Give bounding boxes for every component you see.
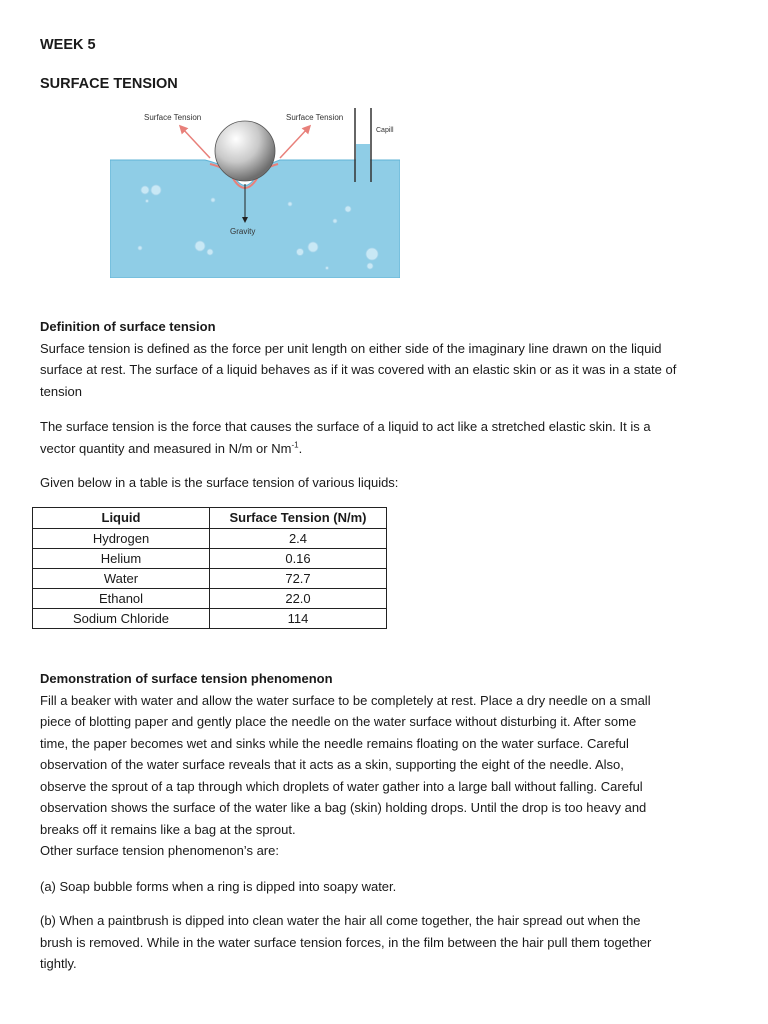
table-row — [33, 609, 387, 629]
item-b-line: (b) When a paintbrush is dipped into clean water the hair all come together, the hair spread out when the — [40, 913, 641, 928]
demonstration-line: observation shows the surface of the water like a bag (skin) holding drops. Until the drop is too heavy and — [40, 800, 647, 815]
item-a-text: (a) Soap bubble forms when a ring is dipped into soapy water. — [40, 879, 397, 894]
demonstration-line: time, the paper becomes wet and sinks while the needle remains floating on the water surface. Careful — [40, 735, 629, 751]
label-gravity: Gravity — [230, 227, 256, 236]
cell-liquid: Ethanol — [33, 589, 210, 609]
cell-value: 0.16 — [210, 549, 387, 569]
cell-value: 72.7 — [210, 569, 387, 589]
label-capillary: Capill — [376, 127, 394, 134]
page-title: SURFACE TENSION — [40, 76, 178, 92]
cell-liquid: Hydrogen — [33, 529, 210, 549]
capillary-water — [356, 144, 370, 182]
definition-line-2: surface at rest. The surface of a liquid behaves as if it was covered with an elastic skin or as it was in a state of — [40, 362, 677, 377]
item-b-line: brush is removed. While in the water surface tension forces, in the film between the hair pull them together — [40, 934, 652, 950]
table-row — [33, 589, 387, 609]
item-a — [40, 876, 720, 898]
surface-tension-table — [32, 507, 387, 629]
demonstration-line: breaks off it remains like a bag at the sprout. — [40, 821, 296, 837]
cell-liquid: Sodium Chloride — [33, 609, 210, 629]
definition-line-3: tension — [40, 383, 82, 399]
para2-unit-text: vector quantity and measured in N/m or Nm — [40, 440, 292, 456]
cell-liquid: Water — [33, 569, 210, 589]
tension-arrow-right — [280, 128, 308, 158]
table-intro — [40, 472, 720, 494]
label-surface-tension-left: Surface Tension — [144, 113, 202, 122]
label-surface-tension-right: Surface Tension — [286, 113, 344, 122]
demonstration-section — [40, 668, 720, 862]
table-row — [33, 569, 387, 589]
cell-value: 114 — [210, 609, 387, 629]
header-liquid: Liquid — [33, 508, 210, 529]
para2-suffix: . — [298, 440, 303, 456]
header-surface-tension: Surface Tension (N/m) — [210, 508, 387, 529]
item-b — [40, 910, 720, 975]
cell-value: 22.0 — [210, 589, 387, 609]
tension-arrow-left — [182, 128, 210, 158]
demonstration-line: piece of blotting paper and gently place the needle on the water surface without disturbing it. After some — [40, 714, 637, 729]
table-intro-text: Given below in a table is the surface tension of various liquids: — [40, 475, 399, 490]
table-row — [33, 549, 387, 569]
table-row — [33, 529, 387, 549]
demonstration-line: observation of the water surface reveals that it acts as a skin, supporting the eight of the needle. Also, — [40, 757, 624, 772]
para2-line-2 — [40, 438, 720, 460]
definition-line-1: Surface tension is defined as the force per unit length on either side of the imaginary line drawn on the liquid — [40, 340, 662, 356]
cell-value: 2.4 — [210, 529, 387, 549]
cell-liquid: Helium — [33, 549, 210, 569]
demonstration-line: Fill a beaker with water and allow the water surface to be completely at rest. Place a dry needle on a small — [40, 692, 651, 708]
sphere — [215, 121, 275, 181]
item-b-line: tightly. — [40, 956, 77, 971]
surface-tension-figure — [110, 108, 400, 278]
demonstration-line: observe the sprout of a tap through which droplets of water gather into a large ball without falling. Careful — [40, 778, 643, 794]
definition-section — [40, 316, 720, 402]
vector-quantity-paragraph — [40, 416, 720, 459]
week-heading: WEEK 5 — [40, 37, 96, 53]
demonstration-line: Other surface tension phenomenon’s are: — [40, 843, 279, 858]
table-header-row — [33, 508, 387, 529]
para2-line-1: The surface tension is the force that causes the surface of a liquid to act like a stretched elastic skin. It is a — [40, 419, 651, 434]
definition-heading: Definition of surface tension — [40, 319, 216, 334]
demonstration-heading: Demonstration of surface tension phenomenon — [40, 671, 333, 686]
unit-superscript: -1 — [291, 440, 299, 450]
